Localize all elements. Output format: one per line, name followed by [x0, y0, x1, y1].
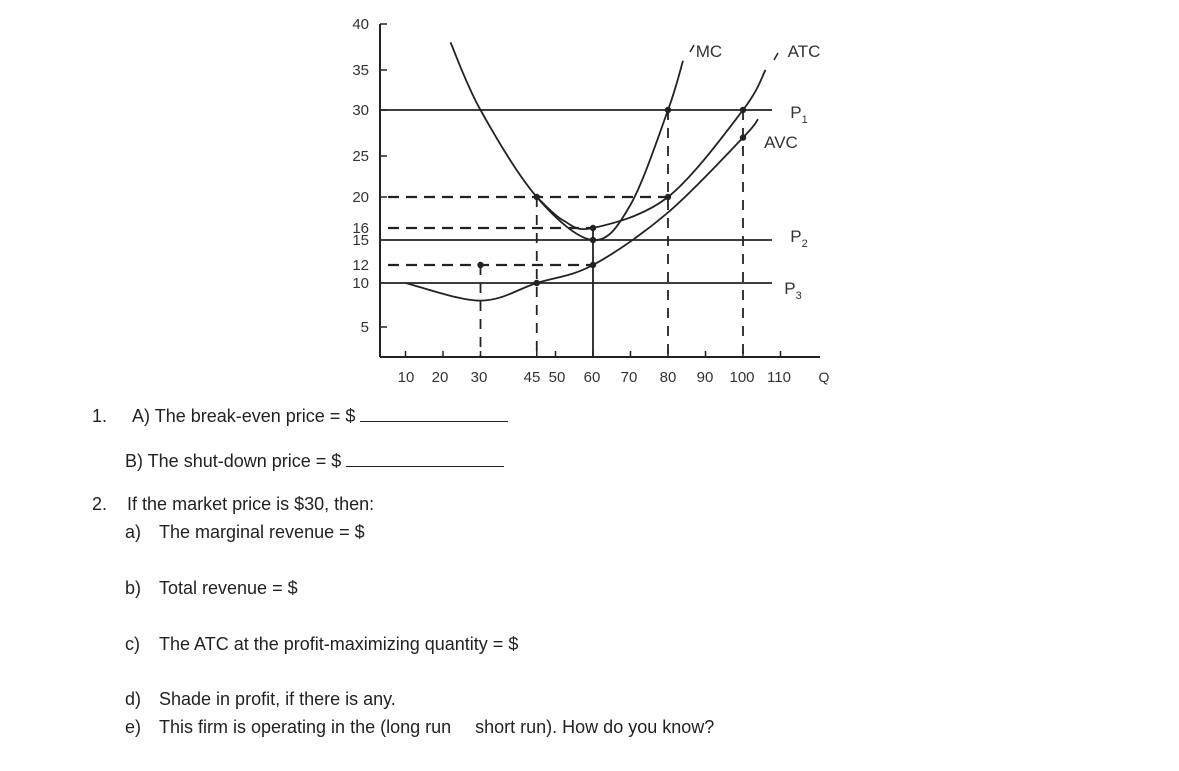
y-tick-label: 20 [352, 189, 369, 206]
intersection-marker [590, 225, 596, 231]
price-line-subscript: 1 [801, 114, 808, 126]
y-tick-label: 12 [352, 257, 369, 274]
curve-avc [406, 119, 759, 300]
question-2 [92, 494, 374, 515]
y-tick-label: 25 [352, 148, 369, 165]
x-tick-label: 70 [620, 369, 638, 386]
price-line-subscript: 3 [795, 290, 802, 302]
question-2a-label: a) [125, 522, 142, 542]
question-2e-text-part-2: short run). How do you know? [475, 717, 715, 737]
chart-labels [352, 16, 829, 386]
x-tick-label: 90 [696, 369, 714, 386]
question-2e [125, 717, 714, 738]
intersection-marker [590, 262, 596, 268]
price-line-label: $P_2$ [790, 227, 808, 250]
y-tick-label: 30 [352, 102, 369, 119]
intersection-marker [477, 262, 483, 268]
y-tick-label: 15 [352, 232, 369, 249]
atc-label-leader [774, 53, 778, 60]
x-tick-label: 45 [523, 369, 541, 386]
intersection-marker [590, 237, 596, 243]
price-line-label: $P_3$ [784, 279, 802, 302]
y-tick-label: 16 [352, 220, 369, 237]
question-2b-label: b) [125, 578, 142, 598]
x-tick-label: 100 [729, 369, 755, 386]
question-2a-text: The marginal revenue = $ [159, 522, 365, 542]
question-2d-text: Shade in profit, if there is any. [159, 689, 396, 709]
atc-curve-label: ATC [787, 42, 821, 61]
question-2e-label: e) [125, 717, 142, 737]
intersection-marker [534, 194, 540, 200]
x-tick-label: 10 [397, 369, 415, 386]
mc-curve-label: MC [695, 42, 723, 61]
avc-curve-label: AVC [764, 133, 798, 152]
answer-blank-1a[interactable] [360, 407, 508, 422]
y-tick-label: 40 [352, 16, 369, 33]
mc-label-leader [690, 45, 694, 52]
question-2c-text: The ATC at the profit-maximizing quantity = $ [159, 634, 519, 654]
price-line-label: $P_1$ [790, 103, 808, 126]
x-axis-label: Q [818, 369, 830, 385]
question-2d-label: d) [125, 689, 142, 709]
x-tick-label: 80 [659, 369, 677, 386]
intersection-marker [534, 280, 540, 286]
chart-curves [406, 42, 766, 300]
question-1b-text: B) The shut-down price = $ [125, 451, 342, 471]
answer-blank-1b[interactable] [346, 452, 504, 467]
chart-axes [380, 24, 820, 357]
x-tick-label: 60 [583, 369, 601, 386]
question-2b-text: Total revenue = $ [159, 578, 298, 598]
question-2e-text-part-1: This firm is operating in the (long run [159, 717, 452, 737]
intersection-marker [665, 107, 671, 113]
intersection-marker [740, 134, 746, 140]
question-2a [125, 522, 365, 543]
x-tick-label: 110 [767, 369, 791, 386]
x-tick-label: 30 [470, 369, 488, 386]
question-1b [125, 451, 504, 472]
question-2c-label: c) [125, 634, 140, 654]
question-1-number: 1. [92, 406, 108, 426]
y-tick-label: 10 [352, 275, 369, 292]
question-2c [125, 634, 518, 655]
question-2-text: If the market price is $30, then: [127, 494, 375, 514]
question-1a-text: A) The break-even price = $ [132, 406, 356, 426]
y-tick-label: 5 [360, 319, 369, 336]
question-2-number: 2. [92, 494, 108, 514]
intersection-marker [665, 194, 671, 200]
question-1a [92, 406, 508, 427]
intersection-marker [740, 107, 746, 113]
x-tick-label: 20 [431, 369, 449, 386]
question-2b [125, 578, 298, 599]
question-2d [125, 689, 396, 710]
x-tick-label: 50 [548, 369, 566, 386]
y-tick-label: 35 [352, 62, 369, 79]
price-line-subscript: 2 [801, 238, 808, 250]
